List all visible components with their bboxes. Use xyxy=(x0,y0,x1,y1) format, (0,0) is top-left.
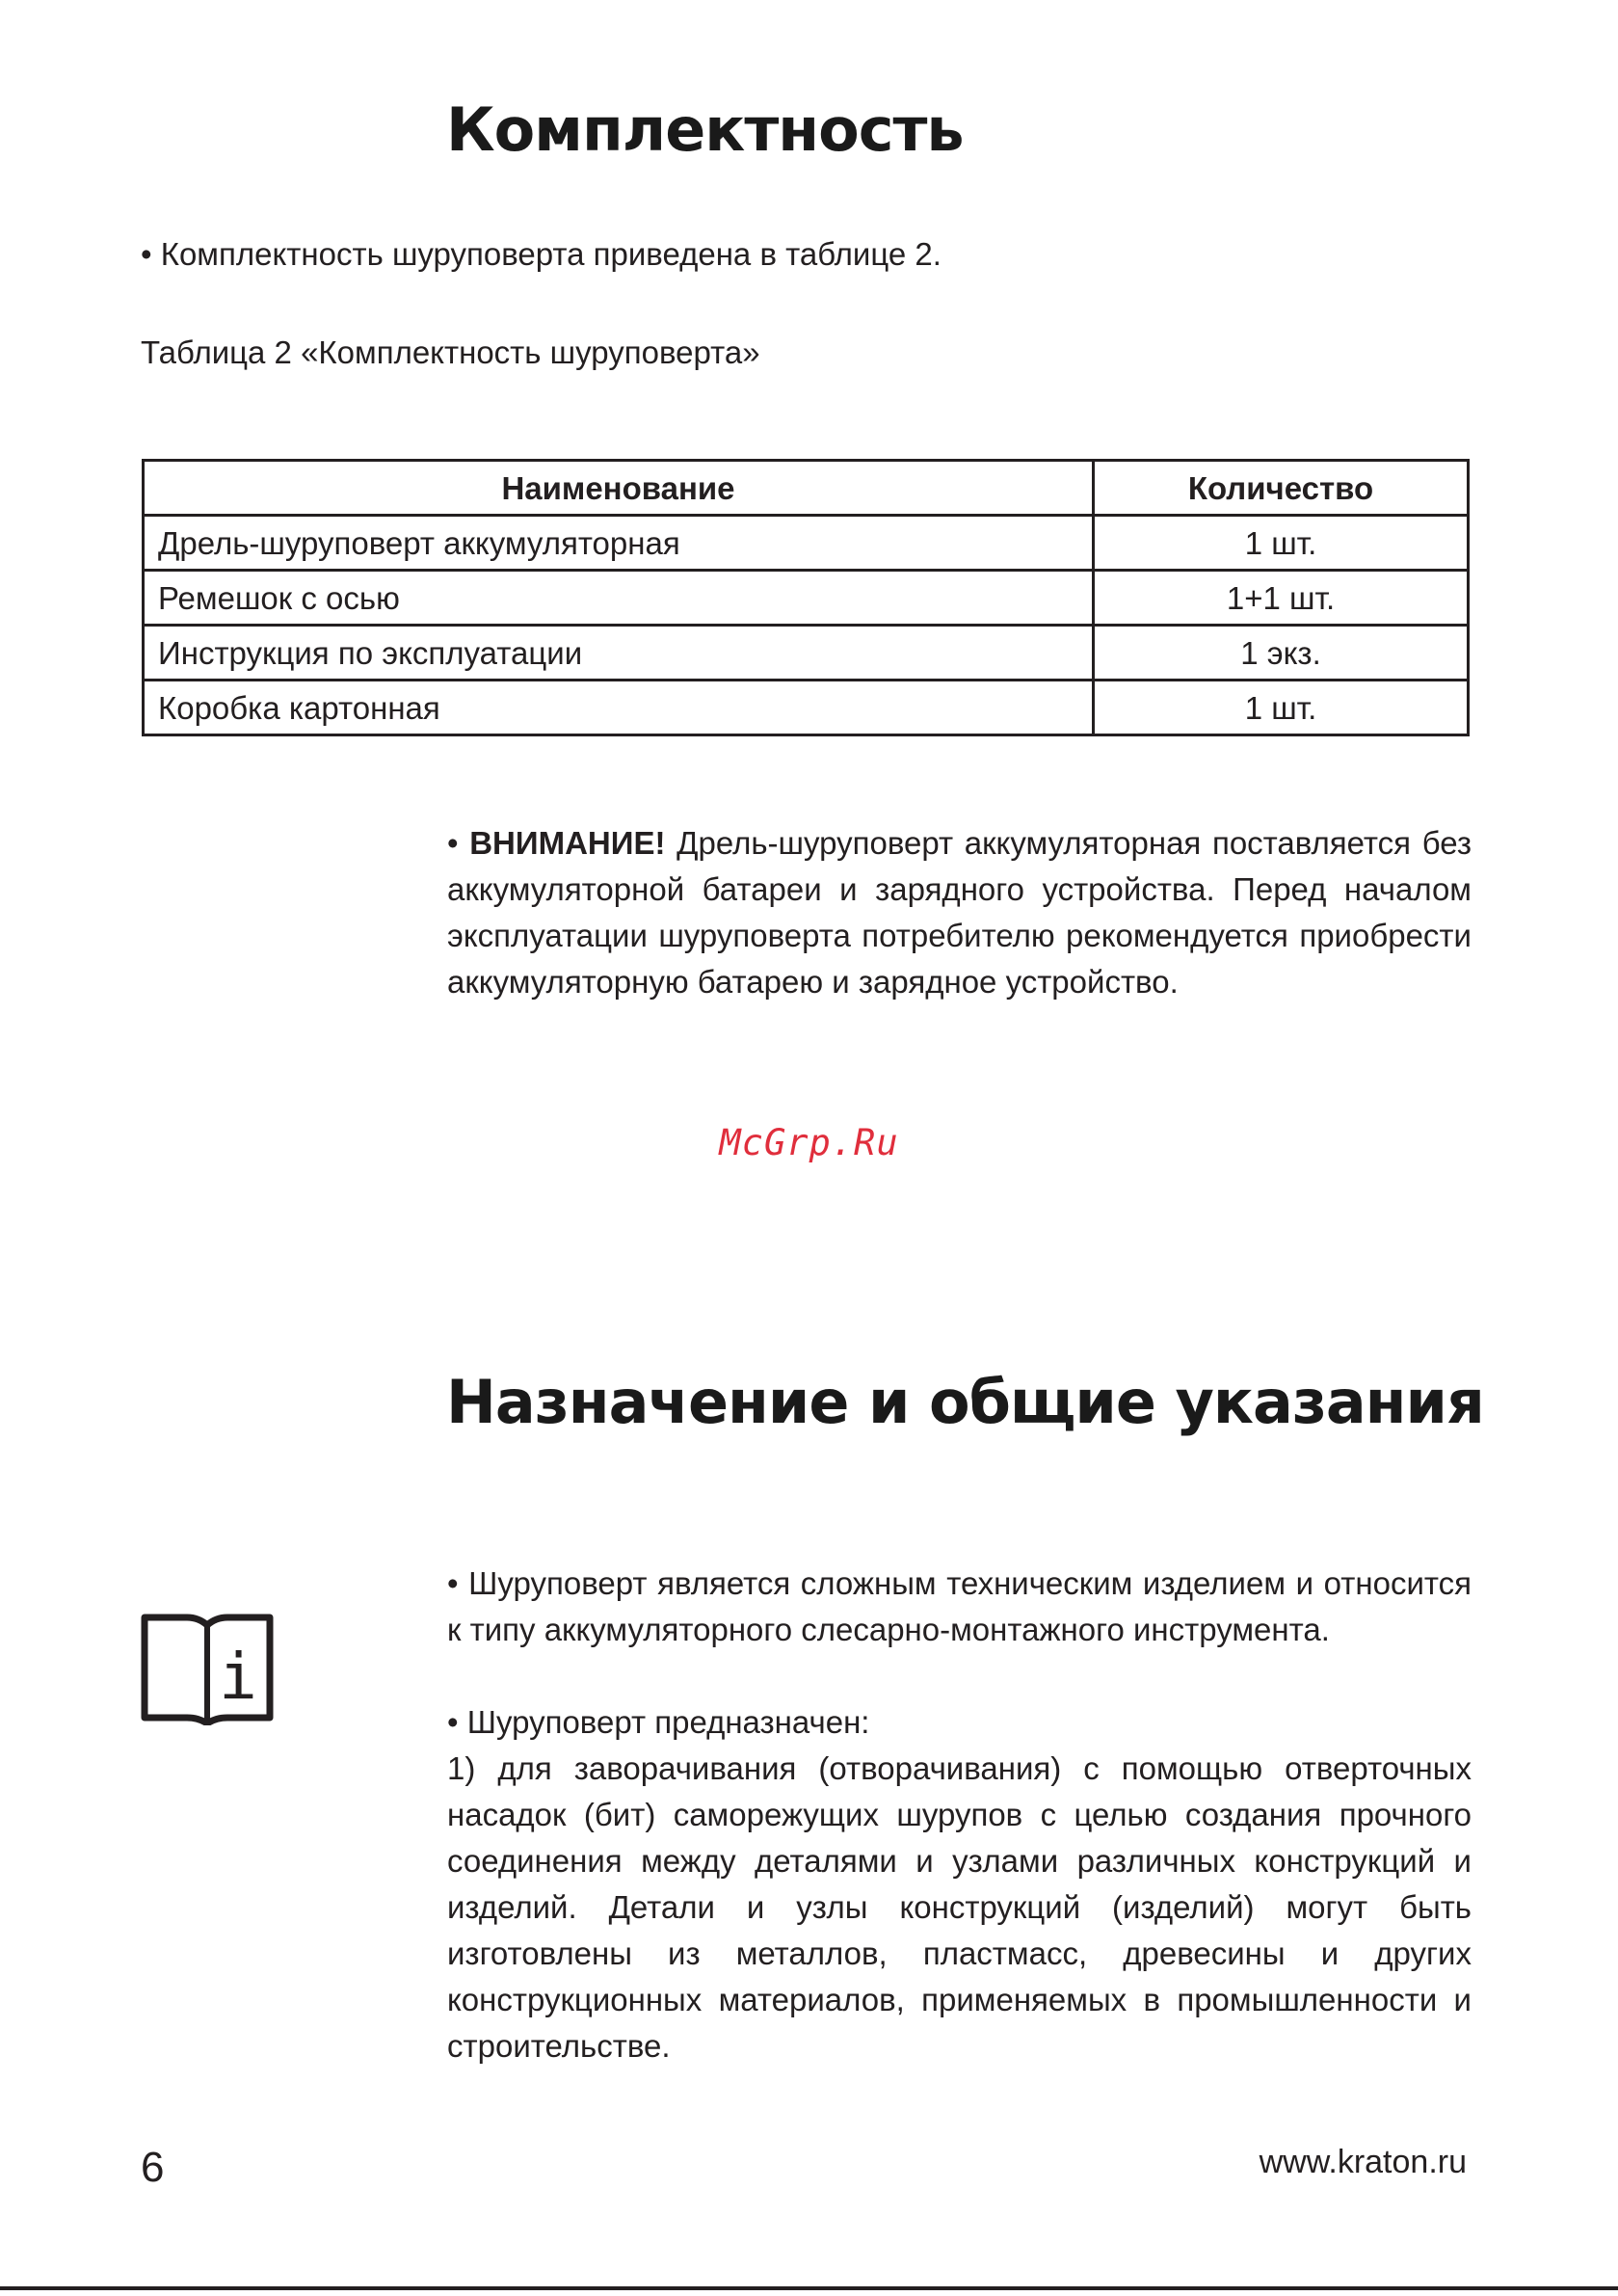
warning-text: Дрель-шуруповерт аккумуляторная поставляется без аккумуляторной батареи и зарядного устройства. Перед началом эксплуатации шуруповерта потребителю рекомендуется приобрести аккумуляторную батарею и зарядное устройство. xyxy=(447,825,1472,1000)
warning-paragraph xyxy=(447,820,1472,1005)
warning-bullet: • xyxy=(447,825,470,861)
table-row xyxy=(144,681,1469,735)
table-header-row xyxy=(144,461,1469,516)
completeness-intro: • Комплектность шуруповерта приведена в таблице 2. xyxy=(141,236,942,272)
purpose-paragraph-1: • Шуруповерт является сложным техническим изделием и относится к типу аккумуляторного слесарно-монтажного инструмента. xyxy=(447,1565,1472,1647)
table-header-quantity: Количество xyxy=(1094,461,1469,516)
table-cell-name: Инструкция по эксплуатации xyxy=(144,626,1094,681)
table-header-name: Наименование xyxy=(144,461,1094,516)
section-title-purpose: Назначение и общие указания xyxy=(446,1367,1484,1437)
bottom-divider xyxy=(0,2286,1618,2290)
table-row xyxy=(144,516,1469,571)
purpose-paragraph-3: 1) для заворачивания (отворачивания) с помощью отверточных насадок (бит) саморежущих шурупов с целью создания прочного соединения между деталями и узлами различных конструкций и изделий. Детали и узлы конструкций (изделий) могут быть изготовлены из металлов, пластмасс, древесины и других конструкционных материалов, применяемых в промышленности и строительстве. xyxy=(447,1750,1472,2064)
purpose-paragraph-2: • Шуруповерт предназначен: xyxy=(447,1704,870,1740)
table-row xyxy=(144,571,1469,626)
page-number: 6 xyxy=(141,2144,165,2191)
section-title-completeness: Комплектность xyxy=(446,94,964,165)
svg-text:i: i xyxy=(219,1640,257,1714)
table-cell-quantity: 1 шт. xyxy=(1094,681,1469,735)
table-cell-quantity: 1 шт. xyxy=(1094,516,1469,571)
table-cell-quantity: 1 экз. xyxy=(1094,626,1469,681)
website-link[interactable]: www.kraton.ru xyxy=(1259,2144,1467,2180)
table-cell-name: Коробка картонная xyxy=(144,681,1094,735)
table-cell-name: Дрель-шуруповерт аккумуляторная xyxy=(144,516,1094,571)
table-row xyxy=(144,626,1469,681)
table-cell-name: Ремешок с осью xyxy=(144,571,1094,626)
watermark: McGrp.Ru xyxy=(719,1122,899,1163)
book-info-icon xyxy=(141,1612,274,1725)
warning-label: ВНИМАНИЕ! xyxy=(469,825,666,861)
table-caption: Таблица 2 «Комплектность шуруповерта» xyxy=(141,334,760,370)
table-cell-quantity: 1+1 шт. xyxy=(1094,571,1469,626)
completeness-table xyxy=(142,459,1470,736)
